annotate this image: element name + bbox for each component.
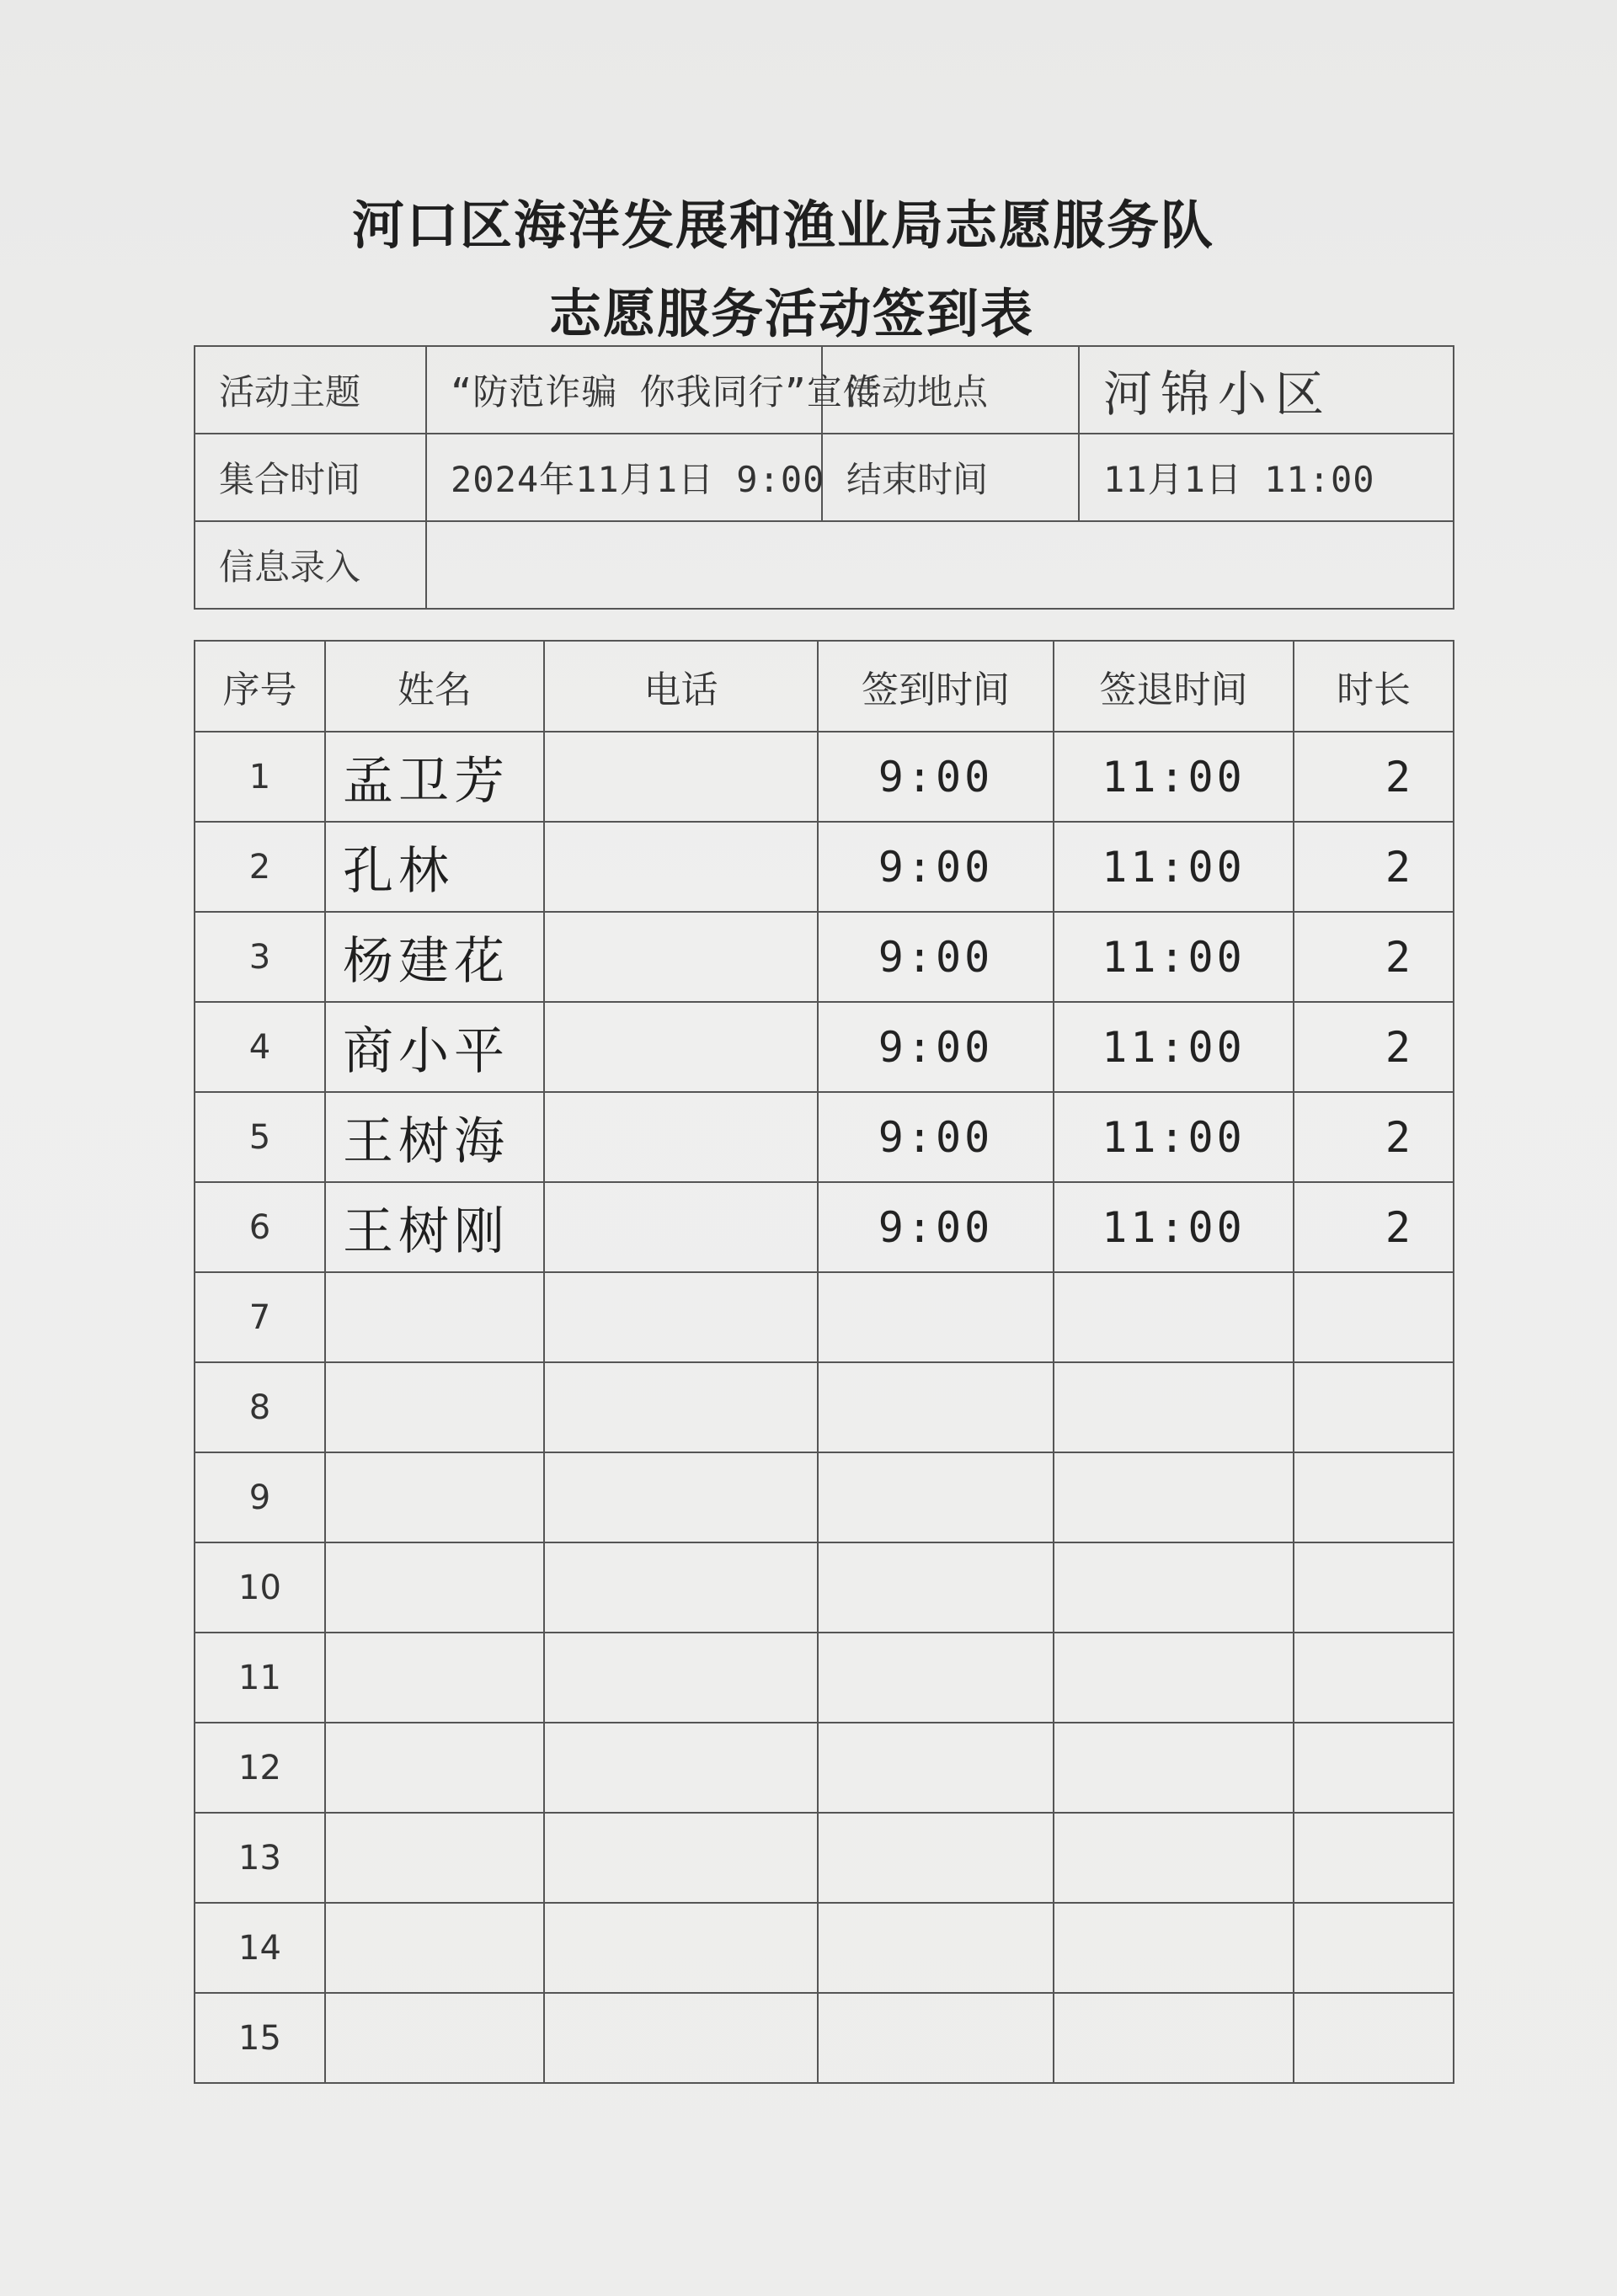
- sign-in-time: [818, 1542, 1054, 1633]
- duration-hours: 2: [1294, 822, 1454, 912]
- volunteer-name: 王树海: [325, 1092, 544, 1182]
- sign-in-time: [818, 1272, 1054, 1362]
- row-number: 2: [195, 822, 325, 912]
- table-row: [195, 1993, 1454, 2083]
- volunteer-name: 杨建花: [325, 912, 544, 1002]
- duration-hours: [1294, 1272, 1454, 1362]
- sign-out-time: 11:00: [1054, 912, 1294, 1002]
- volunteer-name: [325, 1723, 544, 1813]
- sign-in-time: [818, 1452, 1054, 1542]
- sign-out-time: 11:00: [1054, 1092, 1294, 1182]
- sign-out-time: [1054, 1723, 1294, 1813]
- sign-out-time: [1054, 1452, 1294, 1542]
- duration-hours: 2: [1294, 1182, 1454, 1272]
- row-number: 6: [195, 1182, 325, 1272]
- sign-out-time: 11:00: [1054, 822, 1294, 912]
- sign-in-time: [818, 1723, 1054, 1813]
- table-header-row: [195, 641, 1454, 732]
- phone-number: [544, 1723, 818, 1813]
- sign-in-time: [818, 1633, 1054, 1723]
- info-row-theme: [195, 346, 1454, 434]
- phone-number: [544, 1993, 818, 2083]
- table-row: [195, 732, 1454, 822]
- volunteer-name: 王树刚: [325, 1182, 544, 1272]
- volunteer-name: [325, 1903, 544, 1993]
- table-row: [195, 1813, 1454, 1903]
- gather-time-label: 集合时间: [195, 434, 426, 521]
- phone-number: [544, 1272, 818, 1362]
- record-label: 信息录入: [195, 521, 426, 609]
- row-number: 12: [195, 1723, 325, 1813]
- location-value: 河锦小区: [1079, 346, 1454, 434]
- table-row: [195, 1272, 1454, 1362]
- duration-hours: [1294, 1903, 1454, 1993]
- phone-number: [544, 1633, 818, 1723]
- table-row: [195, 912, 1454, 1002]
- sign-in-time: [818, 1362, 1054, 1452]
- phone-number: [544, 1452, 818, 1542]
- table-row: [195, 1362, 1454, 1452]
- table-row: [195, 822, 1454, 912]
- duration-hours: 2: [1294, 1092, 1454, 1182]
- end-time-label: 结束时间: [822, 434, 1079, 521]
- header-sign-in-time: 签到时间: [818, 641, 1054, 732]
- sign-out-time: 11:00: [1054, 732, 1294, 822]
- volunteer-name: 孔林: [325, 822, 544, 912]
- sign-in-time: 9:00: [818, 1182, 1054, 1272]
- table-row: [195, 1092, 1454, 1182]
- row-number: 14: [195, 1903, 325, 1993]
- sign-out-time: [1054, 1633, 1294, 1723]
- row-number: 7: [195, 1272, 325, 1362]
- sign-in-time: [818, 1903, 1054, 1993]
- theme-label: 活动主题: [195, 346, 426, 434]
- row-number: 9: [195, 1452, 325, 1542]
- volunteer-name: 孟卫芳: [325, 732, 544, 822]
- volunteer-name: [325, 1362, 544, 1452]
- duration-hours: [1294, 1633, 1454, 1723]
- phone-number: [544, 1362, 818, 1452]
- location-label: 活动地点: [822, 346, 1079, 434]
- sign-in-time: 9:00: [818, 1092, 1054, 1182]
- sign-in-time: 9:00: [818, 1002, 1054, 1092]
- phone-number: [544, 822, 818, 912]
- end-time-value: 11月1日 11:00: [1079, 434, 1454, 521]
- duration-hours: 2: [1294, 1002, 1454, 1092]
- table-row: [195, 1452, 1454, 1542]
- row-number: 1: [195, 732, 325, 822]
- sign-in-time: 9:00: [818, 732, 1054, 822]
- table-row: [195, 1633, 1454, 1723]
- info-row-record: [195, 521, 1454, 609]
- row-number: 15: [195, 1993, 325, 2083]
- row-number: 11: [195, 1633, 325, 1723]
- table-row: [195, 1182, 1454, 1272]
- header-name: 姓名: [325, 641, 544, 732]
- volunteer-name: [325, 1813, 544, 1903]
- header-sign-out-time: 签退时间: [1054, 641, 1294, 732]
- header-phone: 电话: [544, 641, 818, 732]
- table-row: [195, 1903, 1454, 1993]
- sign-out-time: [1054, 1903, 1294, 1993]
- sign-out-time: [1054, 1272, 1294, 1362]
- duration-hours: [1294, 1362, 1454, 1452]
- table-row: [195, 1542, 1454, 1633]
- header-duration: 时长: [1294, 641, 1454, 732]
- sign-out-time: [1054, 1542, 1294, 1633]
- table-body: [195, 732, 1454, 2083]
- sign-in-time: 9:00: [818, 912, 1054, 1002]
- duration-hours: [1294, 1993, 1454, 2083]
- volunteer-name: [325, 1452, 544, 1542]
- volunteer-name: [325, 1542, 544, 1633]
- document-title: 河口区海洋发展和渔业局志愿服务队: [351, 194, 1214, 256]
- duration-hours: [1294, 1452, 1454, 1542]
- row-number: 4: [195, 1002, 325, 1092]
- volunteer-name: [325, 1993, 544, 2083]
- sign-in-time: 9:00: [818, 822, 1054, 912]
- gather-time-value: 2024年11月1日 9:00: [426, 434, 822, 521]
- phone-number: [544, 912, 818, 1002]
- row-number: 13: [195, 1813, 325, 1903]
- sign-in-table: [194, 640, 1454, 2084]
- phone-number: [544, 1813, 818, 1903]
- activity-info-table: [194, 345, 1454, 610]
- volunteer-name: [325, 1633, 544, 1723]
- header-no: 序号: [195, 641, 325, 732]
- phone-number: [544, 732, 818, 822]
- record-value: [426, 521, 1454, 609]
- duration-hours: [1294, 1813, 1454, 1903]
- row-number: 3: [195, 912, 325, 1002]
- theme-value: “防范诈骗 你我同行”宣传: [426, 346, 822, 434]
- document-subtitle: 志愿服务活动签到表: [548, 283, 1034, 344]
- sign-out-time: [1054, 1813, 1294, 1903]
- phone-number: [544, 1182, 818, 1272]
- row-number: 5: [195, 1092, 325, 1182]
- phone-number: [544, 1542, 818, 1633]
- sign-in-time: [818, 1813, 1054, 1903]
- sign-out-time: [1054, 1993, 1294, 2083]
- row-number: 10: [195, 1542, 325, 1633]
- info-row-time: [195, 434, 1454, 521]
- sign-out-time: [1054, 1362, 1294, 1452]
- sign-in-time: [818, 1993, 1054, 2083]
- volunteer-name: 商小平: [325, 1002, 544, 1092]
- sign-out-time: 11:00: [1054, 1002, 1294, 1092]
- row-number: 8: [195, 1362, 325, 1452]
- phone-number: [544, 1903, 818, 1993]
- duration-hours: [1294, 1723, 1454, 1813]
- duration-hours: [1294, 1542, 1454, 1633]
- duration-hours: 2: [1294, 912, 1454, 1002]
- phone-number: [544, 1002, 818, 1092]
- table-row: [195, 1002, 1454, 1092]
- volunteer-name: [325, 1272, 544, 1362]
- sign-out-time: 11:00: [1054, 1182, 1294, 1272]
- table-row: [195, 1723, 1454, 1813]
- duration-hours: 2: [1294, 732, 1454, 822]
- phone-number: [544, 1092, 818, 1182]
